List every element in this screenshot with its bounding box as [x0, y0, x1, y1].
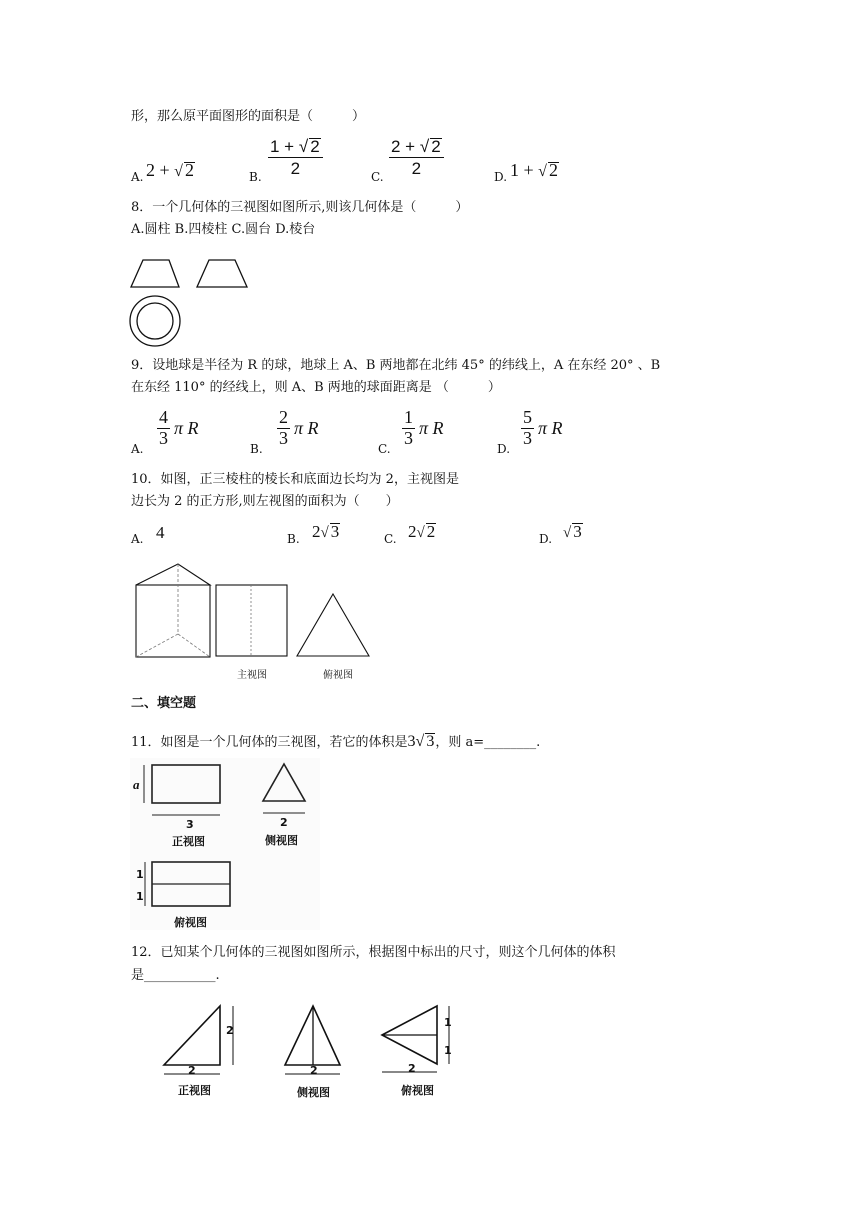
- q9-option-c-label: C.: [378, 442, 391, 456]
- radicand: 3: [330, 522, 340, 541]
- q9-option-d-expr: [521, 408, 563, 448]
- q7-option-b-label: B.: [249, 170, 262, 184]
- denominator: 3: [523, 428, 532, 448]
- q11-side-label: 侧视图: [265, 834, 298, 847]
- numerator: 2 + √ 2: [389, 137, 444, 158]
- denominator: 2: [411, 159, 422, 178]
- q7-option-d-expr: 1 + √ 2: [510, 160, 558, 180]
- radicand: 3: [426, 733, 435, 750]
- coefficient: 2: [312, 522, 321, 541]
- q8-options: A.圆柱 B.四棱柱 C.圆台 D.棱台: [131, 222, 316, 237]
- fraction: [521, 408, 534, 448]
- denominator: 3: [159, 428, 168, 448]
- main-view-square: [216, 585, 287, 656]
- q10-option-a-label: A.: [131, 532, 144, 546]
- q12-label-w1: 2: [188, 1064, 196, 1077]
- q10-stem-line1: 10．如图，正三棱柱的棱长和底面边长均为 2，主视图是: [131, 472, 459, 487]
- radius-symbol: R: [551, 417, 563, 438]
- q9-stem-line2: 在东经 110° 的经线上，则 A、B 两地的球面距离是 （ ）: [131, 380, 501, 395]
- radicand: 2: [310, 137, 320, 156]
- q12-stem-line1: 12．已知某个几何体的三视图如图所示，根据图中标出的尺寸，则这个几何体的体积: [131, 945, 616, 960]
- q12-label-w2: 2: [310, 1064, 318, 1077]
- q12-label-w3: 2: [408, 1062, 416, 1075]
- q11-stem: [131, 733, 540, 751]
- q11-label-a: a: [133, 777, 140, 792]
- radius-symbol: R: [432, 417, 444, 438]
- q11-volume: 3√ 3: [407, 733, 435, 750]
- q10-top-view-label: 俯视图: [323, 670, 353, 681]
- q7-continuation: 形，那么原平面图形的面积是（ ）: [131, 109, 366, 124]
- q10-option-c-value: 2√ 2: [408, 522, 436, 541]
- pi-symbol: π: [538, 417, 548, 438]
- section-title: 二、填空题: [131, 696, 197, 711]
- q11-label-h1: 1: [136, 868, 144, 881]
- prism-front-face: [136, 585, 210, 657]
- radius-symbol: R: [187, 417, 199, 438]
- radicand: 2: [184, 160, 194, 180]
- q10-option-c-label: C.: [384, 532, 397, 546]
- q12-label-h: 2: [226, 1024, 234, 1037]
- pi-symbol: π: [294, 417, 304, 438]
- q10-prism-figure: [130, 558, 380, 680]
- q11-front-label: 正视图: [172, 835, 205, 848]
- prism-hidden-base-edge: [136, 634, 178, 657]
- fraction: [157, 408, 170, 448]
- numerator: 5: [523, 407, 532, 427]
- num-part: 2 +: [391, 137, 420, 156]
- q10-option-a-value: 4: [156, 523, 165, 542]
- numerator: 4: [159, 407, 168, 427]
- q9-option-c-expr: [402, 408, 444, 448]
- q10-option-d-label: D.: [539, 532, 553, 546]
- q7-option-d-label: D.: [494, 170, 508, 184]
- q9-option-b-label: B.: [250, 442, 263, 456]
- coefficient: 3: [407, 733, 416, 750]
- q8-three-view-figure: [125, 250, 255, 350]
- q10-option-b-value: 2√ 3: [312, 522, 340, 541]
- q9-option-a-label: A.: [131, 442, 144, 456]
- numerator: 2: [279, 407, 288, 427]
- radicand: 2: [431, 137, 441, 156]
- fraction: [277, 408, 290, 448]
- radicand: 3: [573, 522, 582, 541]
- prism-top-face: [136, 564, 210, 585]
- numerator: 1 + √ 2: [268, 137, 323, 158]
- coefficient: 2: [408, 522, 417, 541]
- q7-option-a-label: A.: [131, 170, 144, 184]
- radicand: 2: [548, 160, 558, 180]
- side-view-trapezoid: [197, 260, 247, 287]
- pi-symbol: π: [174, 417, 184, 438]
- front-view-trapezoid: [131, 260, 179, 287]
- q9-option-d-label: D.: [497, 442, 511, 456]
- denominator: 3: [279, 428, 288, 448]
- q11-label-h2: 1: [136, 890, 144, 903]
- numerator: 1: [404, 407, 413, 427]
- q10-stem-line2: 边长为 2 的正方形,则左视图的面积为（ ）: [131, 494, 399, 509]
- q12-top-label: 俯视图: [401, 1084, 434, 1097]
- front-view-triangle: [164, 1006, 220, 1065]
- prism-hidden-base-edge-2: [178, 634, 210, 657]
- denominator: 2: [290, 159, 301, 178]
- top-view-inner-circle: [137, 303, 173, 339]
- q12-label-t2: 1: [444, 1044, 452, 1057]
- expr-part: 2 +: [146, 160, 175, 180]
- q7-option-a-expr: 2 + √ 2: [146, 160, 194, 180]
- q9-option-a-expr: [157, 408, 199, 448]
- q9-option-b-expr: [277, 408, 319, 448]
- radius-symbol: R: [307, 417, 319, 438]
- q12-side-label: 侧视图: [297, 1086, 330, 1099]
- num-part: 1 +: [270, 137, 299, 156]
- q10-option-d-value: √ 3: [563, 522, 582, 541]
- q8-stem: 8．一个几何体的三视图如图所示,则该几何体是（ ）: [131, 200, 469, 215]
- radicand: 2: [426, 522, 436, 541]
- fraction: [402, 408, 415, 448]
- q12-label-t1: 1: [444, 1016, 452, 1029]
- denominator: 3: [404, 428, 413, 448]
- q11-top-label: 俯视图: [174, 916, 207, 929]
- q11-label-2: 2: [280, 816, 288, 829]
- q10-main-view-label: 主视图: [237, 670, 267, 681]
- q11-label-3: 3: [186, 818, 194, 831]
- q10-option-b-label: B.: [287, 532, 300, 546]
- pi-symbol: π: [419, 417, 429, 438]
- q7-option-c-frac: [389, 137, 444, 178]
- q12-stem-line2: 是___________.: [131, 968, 220, 983]
- q12-front-label: 正视图: [178, 1084, 211, 1097]
- q11-stem-post: ，则 a=________.: [435, 735, 541, 750]
- q7-option-c-label: C.: [371, 170, 384, 184]
- q11-stem-pre: 11．如图是一个几何体的三视图，若它的体积是: [131, 735, 408, 750]
- top-view-triangle: [297, 594, 369, 656]
- expr-part: 1 +: [510, 160, 539, 180]
- q9-stem-line1: 9．设地球是半径为 R 的球，地球上 A、B 两地都在北纬 45° 的纬线上，A 在东经 20° 、B: [131, 358, 661, 373]
- q7-option-b-frac: [268, 137, 323, 178]
